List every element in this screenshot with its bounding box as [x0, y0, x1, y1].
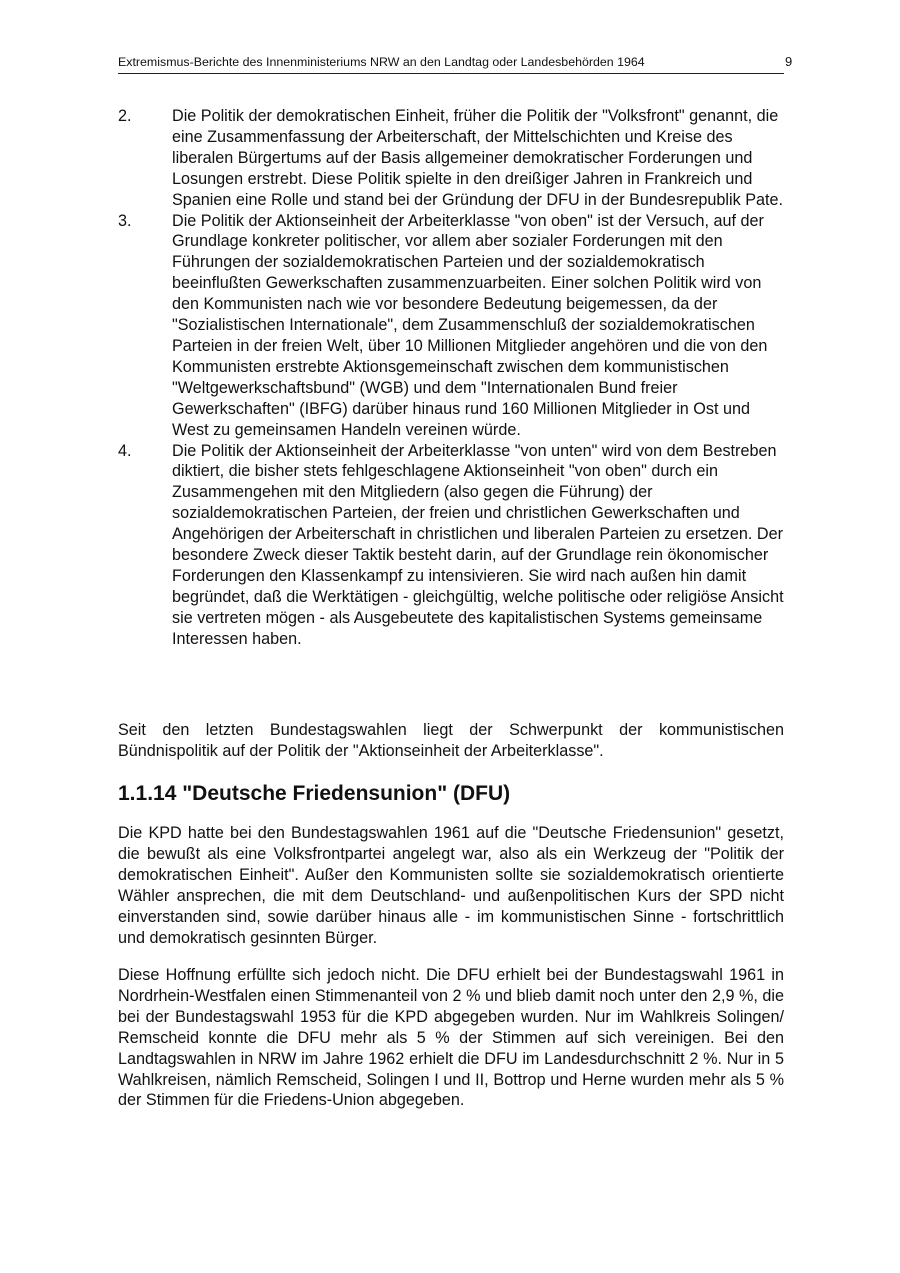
summary-paragraph: Seit den letzten Bundestagswahlen liegt der Schwerpunkt der kommunistischen Bündnispolitik auf der Politik der "Aktionseinheit der Arbeiterklasse". — [118, 721, 784, 760]
list-item — [118, 441, 784, 650]
list-item-text: Die Politik der Aktionseinheit der Arbeiterklasse "von oben" ist der Versuch, auf der Grundlage konkreter politischer, vor allem aber sozialer Forderungen mit den Führungen der sozialdemokratischen Parteien und der sozialdemokratisch beeinflußten Gewerkschaften zusammenzuarbeiten. Einer solchen Politik wird von den Kommunisten nach wie vor besondere Bedeutung beigemessen, da der "Sozialistischen Internationale", dem Zusammenschluß der sozialdemokratischen Parteien in der freien Welt, über 10 Millionen Mitglieder angehören und die von den Kommunisten erstrebte Aktionsgemeinschaft zwischen dem kommunistischen "Weltgewerkschaftsbund" (WGB) und dem "Internationalen Bund freier Gewerkschaften" (IBFG) darüber hinaus rund 160 Millionen Mitglieder in Ost und West zu gemeinsamen Handeln vereinen würde. — [172, 211, 768, 439]
list-item — [118, 106, 784, 211]
list-item-number: 4. — [118, 441, 132, 460]
section-paragraph-2: Diese Hoffnung erfüllte sich jedoch nicht. Die DFU erhielt bei der Bundestagswahl 1961 in Nordrhein-Westfalen einen Stimmenanteil von 2 % und blieb damit noch unter den 2,9 %, die bei der Bundestagswahl 1953 für die KPD abgegeben wurden. Nur im Wahlkreis Solingen/ Remscheid konnte die DFU mehr als 5 % der Stimmen auf sich vereinigen. Bei den Landtagswahlen in NRW im Jahre 1962 erhielt die DFU im Landesdurchschnitt 2 %. Nur in 5 Wahlkreisen, nämlich Remscheid, Solingen I und II, Bottrop und Herne wurden mehr als 5 % der Stimmen für die Friedens-Union abgegeben. — [118, 966, 784, 1110]
section-heading: 1.1.14 "Deutsche Friedensunion" (DFU) — [118, 782, 511, 805]
list-item-text: Die Politik der demokratischen Einheit, früher die Politik der "Volksfront" genannt, die eine Zusammenfassung der Arbeiterschaft, der Mittelschichten und Kreise des liberalen Bürgertums auf der Basis allgemeiner demokratischer Forderungen und Losungen erstrebt. Diese Politik spielte in den dreißiger Jahren in Frankreich und Spanien eine Rolle und stand bei der Gründung der DFU in der Bundesrepublik Pate. — [172, 107, 784, 209]
page-header — [118, 54, 784, 74]
numbered-list — [118, 106, 784, 650]
list-item-text: Die Politik der Aktionseinheit der Arbeiterklasse "von unten" wird von dem Bestreben diktiert, die bisher stets fehlgeschlagene Aktionseinheit "von oben" durch ein Zusammengehen mit den Mitgliedern (also gegen die Führung) der sozialdemokratischen Parteien, der freien und christlichen Gewerkschaften und Angehörigen der Arbeiterschaft in christlichen und liberalen Parteien zu ersetzen. Der besondere Zweck dieser Taktik besteht darin, auf der Grundlage rein ökonomischer Forderungen den Klassenkampf zu intensivieren. Sie wird nach außen hin damit begründet, daß die Werktätigen - gleichgültig, welche politische oder religiöse Ansicht sie vertreten mögen - als Ausgebeutete des kapitalistischen Systems gemeinsame Interessen haben. — [172, 441, 784, 648]
header-title: Extremismus-Berichte des Innenministeriums NRW an den Landtag oder Landesbehörden 1964 — [118, 55, 645, 69]
list-item-number: 2. — [118, 107, 132, 125]
list-item-number: 3. — [118, 211, 132, 230]
section-paragraph-1: Die KPD hatte bei den Bundestagswahlen 1961 auf die "Deutsche Friedensunion" gesetzt, die bewußt als eine Volksfrontpartei angelegt war, also als ein Werkzeug der "Politik der demokratischen Einheit". Außer den Kommunisten sollte sie sozialdemokratisch orientierte Wähler ansprechen, die mit dem Deutschland- und außenpolitischen Kurs der SPD nicht einverstanden sind, sowie darüber hinaus alle - im kommunistischen Sinne - fortschrittlich und demokratisch gesinnten Bürger. — [118, 824, 784, 947]
page-number: 9 — [785, 54, 793, 69]
list-item — [118, 211, 784, 441]
